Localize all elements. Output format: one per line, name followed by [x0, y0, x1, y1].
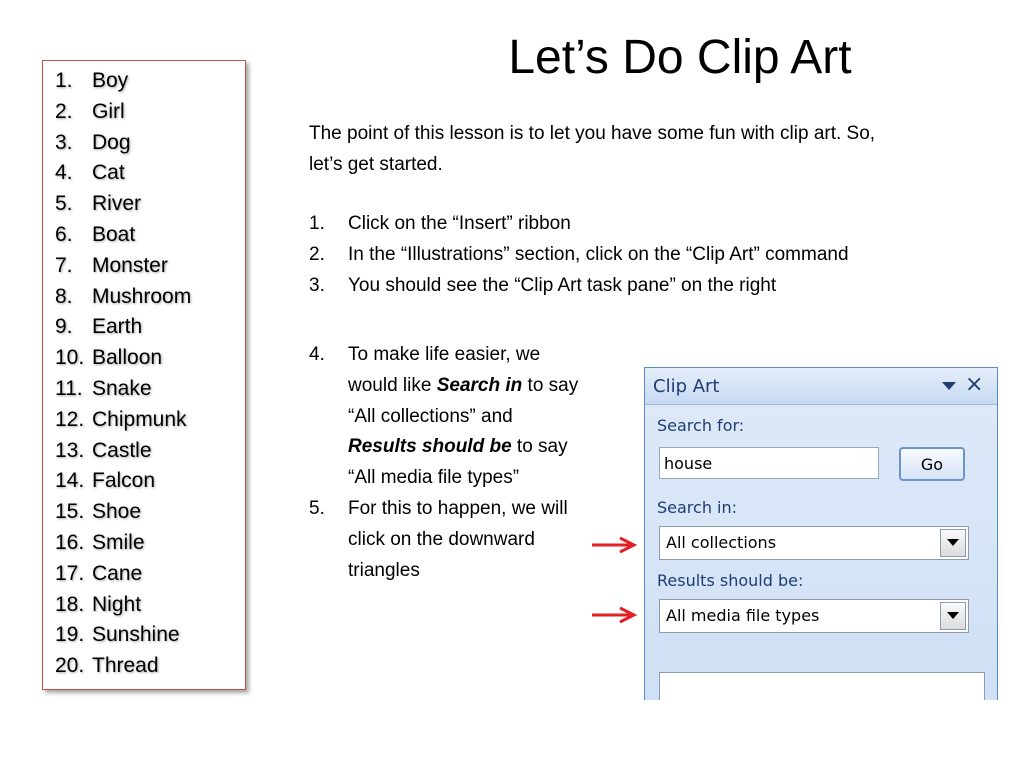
word-text: River: [92, 192, 142, 216]
word-text: Snake: [92, 376, 152, 400]
word-list: [43, 61, 245, 682]
instruction-steps-continued: [309, 340, 579, 586]
word-list-box: [42, 60, 246, 690]
word-number: 20.: [55, 654, 85, 678]
word-list-item: [55, 66, 245, 97]
word-number: 12.: [55, 407, 85, 431]
word-number: 10.: [55, 346, 85, 370]
clip-art-task-pane: [644, 367, 998, 700]
word-list-item: [55, 620, 245, 651]
word-number: 18.: [55, 592, 85, 616]
word-number: 9.: [55, 315, 73, 339]
word-list-item: [55, 282, 245, 313]
word-text: Balloon: [92, 346, 163, 370]
word-text: Shoe: [92, 500, 142, 524]
results-should-be-label: Results should be:: [657, 571, 804, 590]
word-list-item: [55, 528, 245, 559]
word-text: Monster: [92, 253, 168, 277]
step-item: [309, 494, 579, 586]
word-text: Night: [92, 592, 142, 616]
word-number: 16.: [55, 530, 85, 554]
word-text: Falcon: [92, 469, 156, 493]
step-text: To make life easier, we would like: [348, 344, 541, 396]
word-number: 2.: [55, 99, 73, 123]
results-should-be-value: All media file types: [666, 606, 820, 625]
word-text: Dog: [92, 130, 131, 154]
pane-header: [645, 368, 997, 405]
pane-title: Clip Art: [653, 376, 720, 397]
word-text: Girl: [92, 99, 125, 123]
word-number: 15.: [55, 500, 85, 524]
step-number: 5.: [309, 497, 325, 519]
search-for-input[interactable]: [659, 447, 879, 479]
word-list-item: [55, 251, 245, 282]
word-list-item: [55, 343, 245, 374]
word-list-item: [55, 497, 245, 528]
step-emphasis: Search in: [436, 374, 523, 396]
go-button[interactable]: Go: [899, 447, 965, 481]
word-number: 11.: [55, 376, 83, 400]
word-number: 17.: [55, 561, 85, 585]
slide-title: Let’s Do Clip Art: [508, 31, 852, 84]
red-arrow-icon: [590, 536, 638, 554]
word-list-item: [55, 189, 245, 220]
word-text: Boy: [92, 69, 129, 92]
search-in-dropdown-button[interactable]: [940, 529, 966, 557]
word-number: 19.: [55, 623, 85, 647]
search-for-label: Search for:: [657, 416, 745, 435]
step-item: [309, 270, 909, 301]
word-text: Mushroom: [92, 284, 192, 308]
word-text: Sunshine: [92, 623, 180, 647]
word-list-item: [55, 312, 245, 343]
dropdown-triangle-icon: [947, 612, 959, 620]
step-text: Click on the “Insert” ribbon: [348, 213, 571, 234]
word-number: 13.: [55, 438, 85, 462]
close-icon[interactable]: ×: [965, 372, 984, 397]
word-number: 4.: [55, 161, 73, 185]
word-list-item: [55, 590, 245, 621]
results-should-be-select[interactable]: [659, 599, 969, 633]
word-number: 3.: [55, 130, 73, 154]
word-text: Thread: [92, 654, 159, 678]
word-list-item: [55, 158, 245, 189]
step-item: [309, 239, 909, 270]
step-emphasis: Results should be: [348, 436, 512, 458]
word-list-item: [55, 436, 245, 467]
word-number: 1.: [55, 69, 73, 92]
word-number: 5.: [55, 192, 73, 216]
step-number: 4.: [309, 344, 325, 365]
word-number: 14.: [55, 469, 85, 493]
step-number: 2.: [309, 244, 325, 265]
step-number: 3.: [309, 275, 325, 296]
step-item: [309, 340, 579, 494]
results-dropdown-button[interactable]: [940, 602, 966, 630]
word-list-item: [55, 466, 245, 497]
word-list-item: [55, 128, 245, 159]
step-text: For this to happen, we will click on the downward triangles: [348, 497, 568, 581]
search-in-label: Search in:: [657, 498, 738, 517]
step-item: [309, 208, 909, 239]
results-area[interactable]: [659, 672, 985, 700]
step-text: You should see the “Clip Art task pane” on the right: [348, 275, 777, 296]
red-arrow-icon: [590, 606, 638, 624]
word-list-item: [55, 559, 245, 590]
word-text: Castle: [92, 438, 152, 462]
step-text: to say “All collections” and: [348, 374, 579, 427]
word-list-item: [55, 374, 245, 405]
word-text: Smile: [92, 530, 145, 554]
word-list-item: [55, 405, 245, 436]
word-text: Cane: [92, 561, 143, 585]
search-in-select[interactable]: [659, 526, 969, 560]
intro-text: The point of this lesson is to let you have some fun with clip art. So, let’s get started.: [309, 123, 876, 175]
step-text: In the “Illustrations” section, click on the “Clip Art” command: [348, 244, 849, 265]
word-list-item: [55, 220, 245, 251]
search-in-value: All collections: [666, 533, 777, 552]
word-list-item: [55, 97, 245, 128]
word-text: Earth: [92, 315, 143, 339]
word-list-item: [55, 651, 245, 682]
word-number: 7.: [55, 253, 73, 277]
dropdown-triangle-icon: [947, 539, 959, 547]
word-text: Boat: [92, 222, 136, 246]
word-text: Chipmunk: [92, 407, 187, 431]
instruction-steps: [309, 208, 909, 301]
word-number: 8.: [55, 284, 73, 308]
word-text: Cat: [92, 161, 125, 185]
pane-options-triangle-icon[interactable]: [939, 378, 959, 394]
word-number: 6.: [55, 222, 73, 246]
step-number: 1.: [309, 213, 325, 234]
step-text: to say “All media file types”: [348, 436, 568, 489]
